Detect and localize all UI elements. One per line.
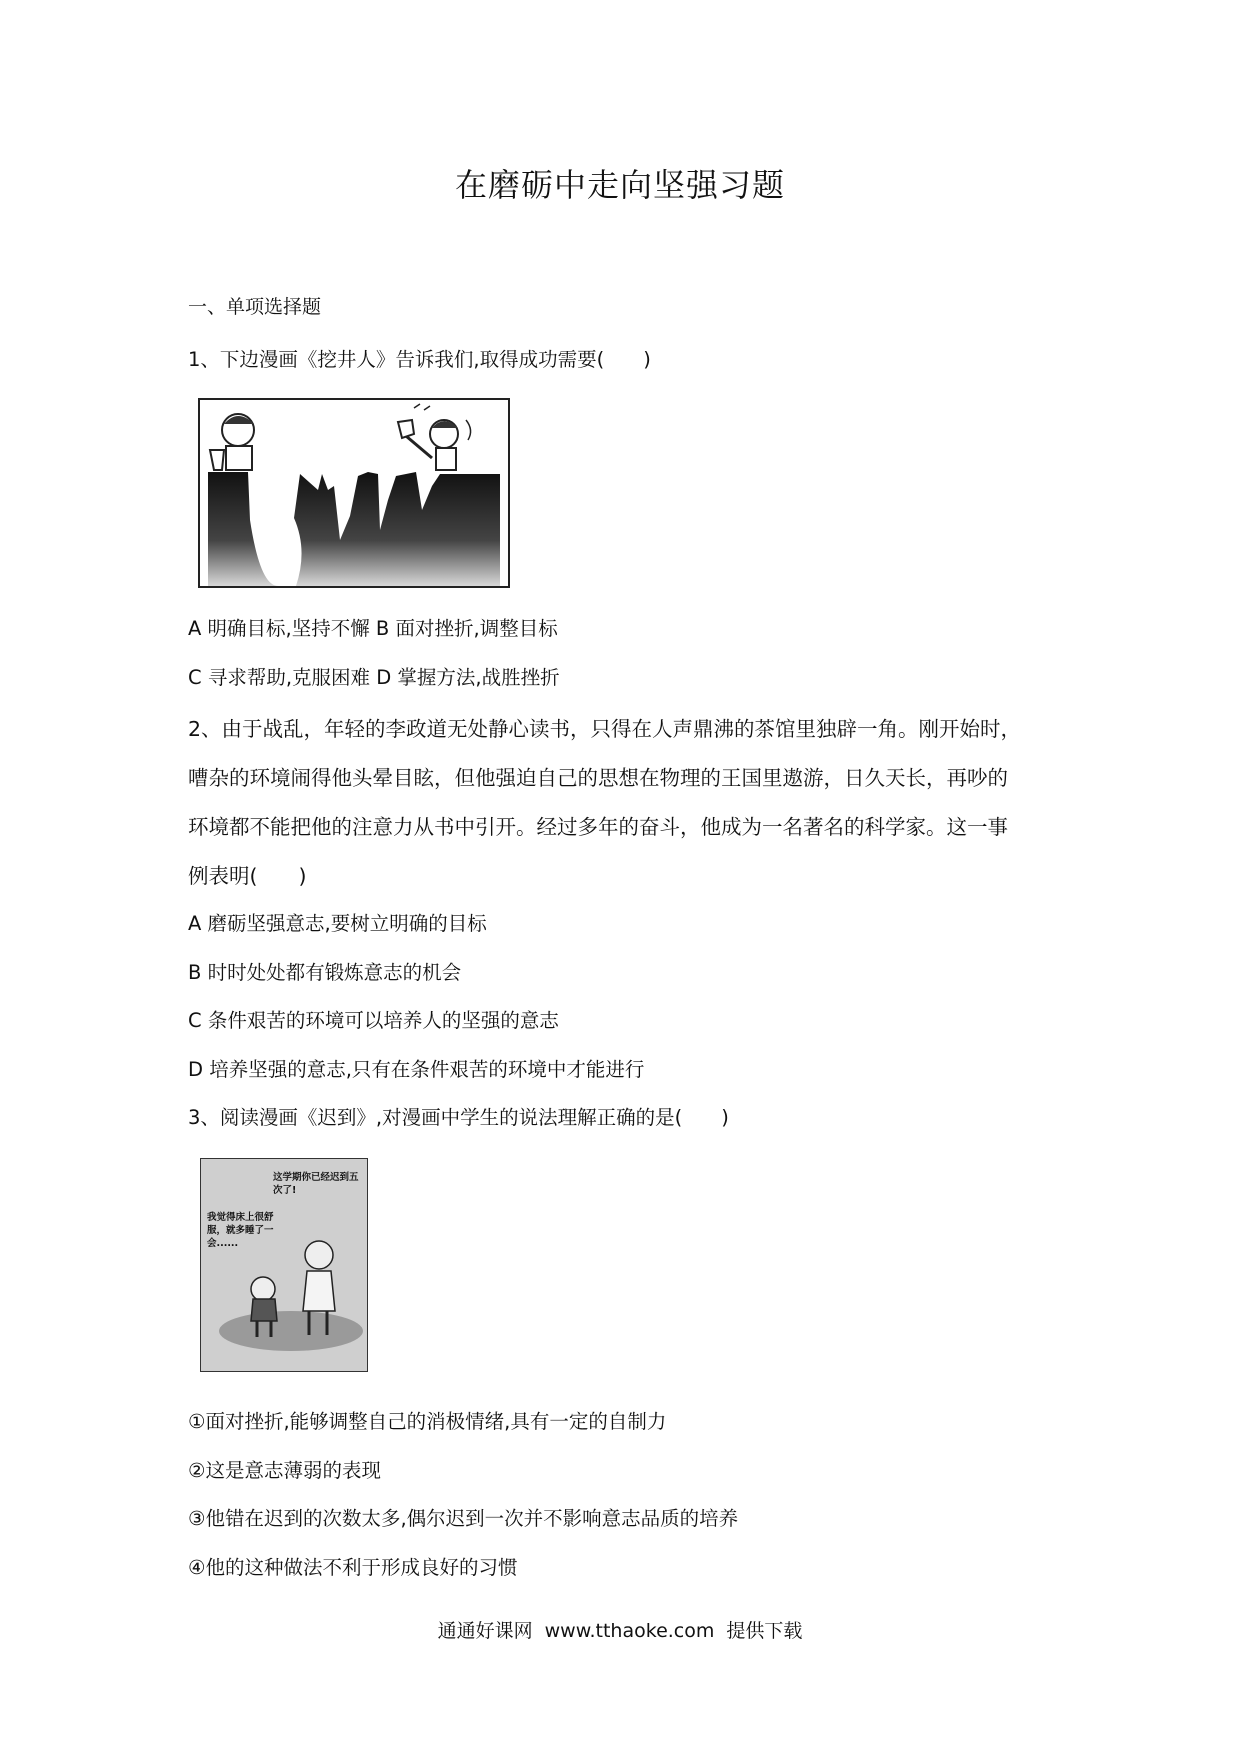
teacher-body	[303, 1271, 335, 1311]
question-2-option-d: D 培养坚强的意志,只有在条件艰苦的环境中才能进行	[188, 1058, 645, 1081]
shovel-blade	[398, 420, 414, 438]
question-2-option-a: A 磨砺坚强意志,要树立明确的目标	[188, 912, 487, 935]
page-title: 在磨砺中走向坚强习题	[454, 166, 785, 204]
ground-shape	[208, 472, 500, 586]
teacher-head	[305, 1241, 333, 1269]
question-3-statement-2: ②这是意志薄弱的表现	[188, 1459, 381, 1482]
water-waves	[258, 507, 286, 566]
page-footer: 通通好课网 www.tthaoke.com 提供下载	[437, 1620, 803, 1642]
right-digger-body	[436, 448, 456, 470]
left-digger-body	[226, 446, 252, 470]
question-3-statement-1: ①面对挫折,能够调整自己的消极情绪,具有一定的自制力	[188, 1410, 667, 1433]
student-body	[251, 1299, 277, 1321]
question-2-option-b: B 时时处处都有锻炼意志的机会	[188, 961, 462, 984]
teacher-speech: 这学期你已经迟到五次了!	[273, 1172, 359, 1196]
question-1-option-row-1: A 明确目标,坚持不懈 B 面对挫折,调整目标	[188, 617, 558, 640]
question-2-stem-line-3: 环境都不能把他的注意力从书中引开。经过多年的奋斗，他成为一名著名的科学家。这一事	[188, 815, 1008, 839]
well-digger-illustration	[200, 400, 508, 586]
shovel-handle	[406, 436, 432, 458]
question-2-stem-line-1: 2、由于战乱，年轻的李政道无处静心读书，只得在人声鼎沸的茶馆里独辟一角。刚开始时，	[188, 717, 1022, 741]
question-2-stem-line-4: 例表明( )	[188, 864, 307, 888]
student-speech: 我觉得床上很舒服，就多睡了一会......	[207, 1212, 274, 1249]
question-2-option-c: C 条件艰苦的环境可以培养人的坚强的意志	[188, 1009, 559, 1032]
student-head	[251, 1277, 275, 1301]
question-1-stem: 1、下边漫画《挖井人》告诉我们,取得成功需要( )	[188, 348, 651, 371]
question-3-statement-3: ③他错在迟到的次数太多,偶尔迟到一次并不影响意志品质的培养	[188, 1507, 739, 1530]
question-3-stem: 3、阅读漫画《迟到》,对漫画中学生的说法理解正确的是( )	[188, 1106, 729, 1129]
question-2-stem-line-2: 嘈杂的环境闹得他头晕目眩，但他强迫自己的思想在物理的王国里遨游，日久天长，再吵的	[188, 766, 1008, 790]
question-3-statement-4: ④他的这种做法不利于形成良好的习惯	[188, 1556, 518, 1579]
well-digger-cartoon	[198, 398, 510, 588]
question-1-option-row-2: C 寻求帮助,克服困难 D 掌握方法,战胜挫折	[188, 666, 560, 689]
section-heading: 一、单项选择题	[188, 296, 322, 318]
floor-shadow	[219, 1311, 363, 1351]
bucket-shape	[210, 450, 224, 470]
late-cartoon	[200, 1158, 368, 1372]
